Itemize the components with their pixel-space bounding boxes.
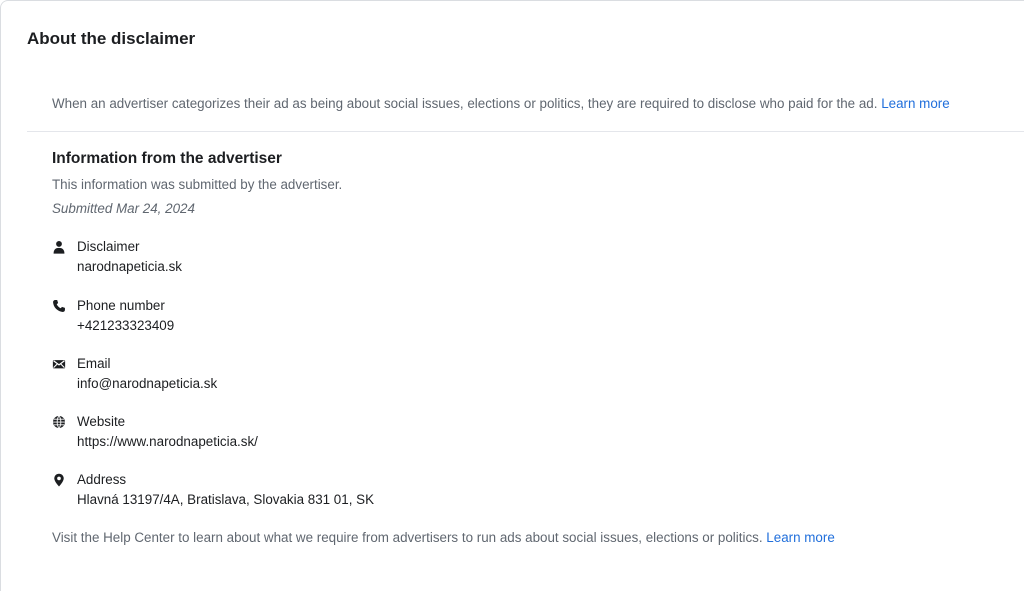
footer-text: Visit the Help Center to learn about what we require from advertisers to run ads about social issues, elections or politics. xyxy=(52,530,763,545)
info-item-disclaimer xyxy=(52,239,652,279)
info-item-address xyxy=(52,472,652,512)
section-divider xyxy=(27,131,1024,132)
footer-learn-more-link[interactable]: Learn more xyxy=(766,530,835,545)
section-title: About the disclaimer xyxy=(27,29,196,48)
info-label: Website xyxy=(77,414,126,429)
intro-learn-more-link[interactable]: Learn more xyxy=(881,96,950,111)
info-item-phone xyxy=(52,298,652,338)
info-item-email xyxy=(52,356,652,396)
advertiser-info-title: Information from the advertiser xyxy=(52,150,282,167)
info-label: Email xyxy=(77,356,111,371)
phone-icon xyxy=(52,299,66,313)
info-value: narodnapeticia.sk xyxy=(77,259,182,274)
info-label: Disclaimer xyxy=(77,239,140,254)
info-item-website xyxy=(52,414,652,454)
submitted-date: Submitted Mar 24, 2024 xyxy=(52,201,195,216)
info-value: Hlavná 13197/4A, Bratislava, Slovakia 831 01, SK xyxy=(77,492,375,507)
disclaimer-intro xyxy=(52,96,950,111)
advertiser-info-subtitle: This information was submitted by the advertiser. xyxy=(52,177,343,192)
globe-icon xyxy=(52,415,66,429)
info-value: +421233323409 xyxy=(77,318,175,333)
info-value: info@narodnapeticia.sk xyxy=(77,376,218,391)
info-value: https://www.narodnapeticia.sk/ xyxy=(77,434,258,449)
help-center-note xyxy=(52,530,835,545)
info-label: Phone number xyxy=(77,298,165,313)
intro-text: When an advertiser categorizes their ad as being about social issues, elections or politics, they are required to disclose who paid for the ad. xyxy=(52,96,878,111)
person-icon xyxy=(52,240,66,254)
info-label: Address xyxy=(77,472,127,487)
mail-icon xyxy=(52,357,66,371)
location-pin-icon xyxy=(52,473,66,487)
